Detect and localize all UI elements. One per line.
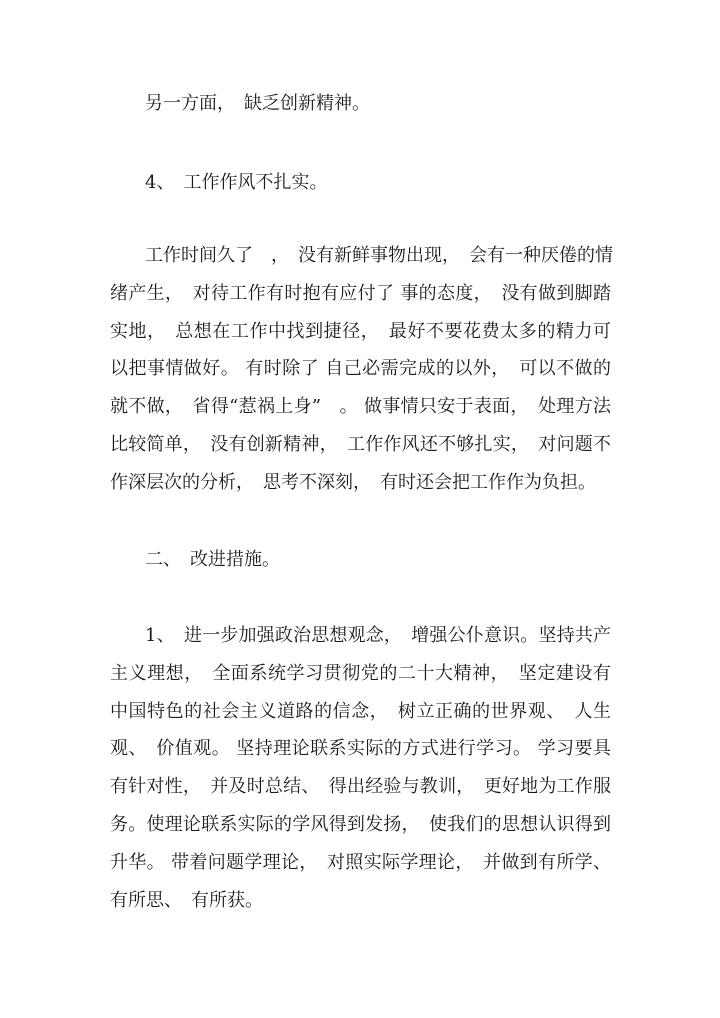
text-line: 以把事情做好。 有时除了 自己必需完成的以外， 可以不做的 bbox=[110, 358, 611, 380]
text-line: 有所思、 有所获。 bbox=[110, 889, 263, 911]
paragraph-work-style bbox=[110, 237, 611, 502]
text-line: 务。使理论联系实际的学风得到发扬， 使我们的思想认识得到 bbox=[110, 813, 611, 835]
text-line: 工作时间久了 ， 没有新鲜事物出现， 会有一种厌倦的情 bbox=[145, 245, 613, 266]
heading-work-style bbox=[110, 164, 611, 202]
text-line: 升华。 带着问题学理论， 对照实际学理论， 并做到有所学、 bbox=[110, 851, 611, 873]
text-line: 观、 价值观。 坚持理论联系实际的方式进行学习。 学习要具 bbox=[110, 738, 611, 760]
text-line: 比较简单， 没有创新精神， 工作作风还不够扎实， 对问题不 bbox=[110, 433, 611, 455]
text-line: 就不做， 省得“惹祸上身” 。 做事情只安于表面， 处理方法 bbox=[110, 396, 611, 418]
section-heading: 二、 改进措施。 bbox=[145, 549, 280, 570]
heading-improvement bbox=[110, 541, 611, 579]
text-line: 另一方面， 缺乏创新精神。 bbox=[145, 93, 370, 114]
paragraph-innovation bbox=[110, 85, 611, 123]
section-heading: 4、 工作作风不扎实。 bbox=[145, 172, 328, 193]
text-line: 绪产生， 对待工作有时抱有应付了 事的态度， 没有做到脚踏 bbox=[110, 282, 611, 304]
paragraph-improvement-1 bbox=[110, 617, 611, 919]
text-line: 主义理想， 全面系统学习贯彻党的二十大精神， 坚定建设有 bbox=[110, 662, 611, 684]
text-line: 有针对性， 并及时总结、 得出经验与教训， 更好地为工作服 bbox=[110, 776, 611, 798]
text-line: 1、 进一步加强政治思想观念， 增强公仆意识。坚持共产 bbox=[145, 625, 611, 646]
text-line: 作深层次的分析， 思考不深刻， 有时还会把工作作为负担。 bbox=[110, 471, 596, 493]
text-line: 中国特色的社会主义道路的信念， 树立正确的世界观、 人生 bbox=[110, 700, 611, 722]
text-line: 实地， 总想在工作中找到捷径， 最好不要花费太多的精力可 bbox=[110, 320, 611, 342]
